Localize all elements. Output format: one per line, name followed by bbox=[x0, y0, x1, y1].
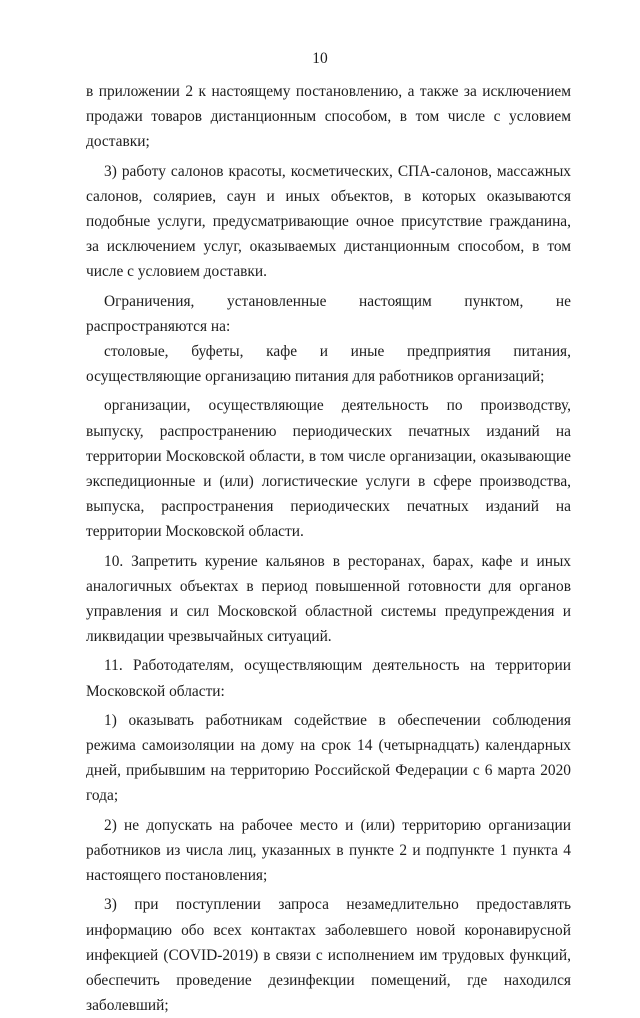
paragraph-point-11-1: 1) оказывать работникам содействие в обеспечении соблюдения режима самоизоляции на дому на срок 14 (четырнадцать) календарных дней, прибывшим на территорию Российской Федерации с 6 марта 2020 года; bbox=[86, 711, 571, 805]
document-body bbox=[86, 79, 571, 1018]
page-number: 10 bbox=[312, 50, 328, 67]
paragraph-print-organizations: организации, осуществляющие деятельность по производству, выпуску, распространению периодических печатных изданий на территории Московской области, в том числе организации, оказывающие экспедиционные и (или) логистические услуги в сфере производства, выпуска, распространения периодических печатных изданий на территории Московской области. bbox=[86, 397, 571, 541]
paragraph-point-10: 10. Запретить курение кальянов в ресторанах, барах, кафе и иных аналогичных объектах в период повышенной готовности для органов управления и сил Московской областной системы предупреждения и ликвидации чрезвычайных ситуаций. bbox=[86, 552, 571, 646]
paragraph-point-11: 11. Работодателям, осуществляющим деятельность на территории Московской области: bbox=[86, 657, 571, 700]
paragraph-restrictions: Ограничения, установленные настоящим пунктом, не распространяются на: bbox=[86, 292, 571, 335]
paragraph-item-3: 3) работу салонов красоты, косметических, СПА-салонов, массажных салонов, соляриев, саун и иных объектов, в которых оказываются подобные услуги, предусматривающие очное присутствие гражданина, за исключением услуг, оказываемых дистанционным способом, в том числе с условием доставки. bbox=[86, 162, 571, 281]
paragraph-continuation: в приложении 2 к настоящему постановлению, а также за исключением продажи товаров дистанционным способом, в том числе с условием доставки; bbox=[86, 83, 571, 151]
paragraph-canteens: столовые, буфеты, кафе и иные предприятия питания, осуществляющие организацию питания для работников организаций; bbox=[86, 343, 571, 386]
paragraph-point-11-2: 2) не допускать на рабочее место и (или) территорию организации работников из числа лиц, указанных в пункте 2 и подпункте 1 пункта 4 настоящего постановления; bbox=[86, 816, 571, 885]
paragraph-point-11-3: 3) при поступлении запроса незамедлительно предоставлять информацию обо всех контактах заболевшего новой коронавирусной инфекцией (COVID-2019) в связи с исполнением им трудовых функций, обеспечить проведение дезинфекции помещений, где находился заболевший; bbox=[86, 896, 571, 1015]
